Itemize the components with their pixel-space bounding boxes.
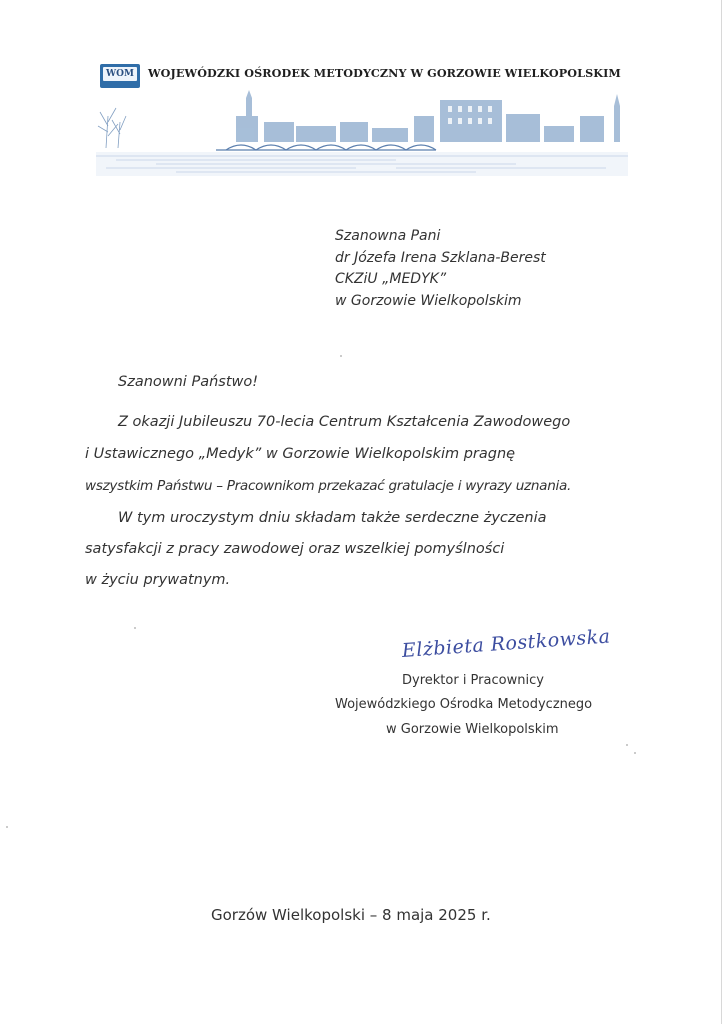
signatory-title-2: Wojewódzkiego Ośrodka Metodycznego <box>335 697 593 712</box>
recipient-address <box>335 226 546 312</box>
paragraph-2-line-2: satysfakcji z pracy zawodowej oraz wszelkiej pomyślności <box>85 541 505 557</box>
scan-edge <box>721 0 722 1024</box>
letterhead <box>96 58 628 178</box>
scan-speck <box>134 627 136 629</box>
recipient-line-2: dr Józefa Irena Szklana-Berest <box>335 249 546 266</box>
institution-name: WOJEWÓDZKI OŚRODEK METODYCZNY W GORZOWIE WIELKOPOLSKIM <box>148 66 621 80</box>
place-and-date: Gorzów Wielkopolski – 8 maja 2025 r. <box>211 906 491 924</box>
signatory-title-1: Dyrektor i Pracownicy <box>402 673 544 688</box>
wom-logo <box>100 64 140 88</box>
scan-speck <box>340 355 342 357</box>
paragraph-1-line-1: Z okazji Jubileuszu 70-lecia Centrum Kształcenia Zawodowego <box>118 414 571 430</box>
paragraph-1-line-2: i Ustawicznego „Medyk” w Gorzowie Wielkopolskim pragnę <box>85 446 516 462</box>
paragraph-2-line-3: w życiu prywatnym. <box>85 572 231 588</box>
paragraph-1-line-3: wszystkim Państwu – Pracownikom przekazać gratulacje i wyrazy uznania. <box>85 478 572 494</box>
salutation: Szanowni Państwo! <box>118 374 259 390</box>
paragraph-2-line-1: W tym uroczystym dniu składam także serdeczne życzenia <box>118 510 547 526</box>
handwritten-signature: Elżbieta Rostkowska <box>401 625 612 662</box>
scan-speck <box>626 744 628 746</box>
scan-speck <box>634 752 636 754</box>
signatory-title-3: w Gorzowie Wielkopolskim <box>386 722 559 737</box>
scan-speck <box>6 826 8 828</box>
recipient-line-3: CKZiU „MEDYK” <box>335 271 447 287</box>
recipient-line-4: w Gorzowie Wielkopolskim <box>335 292 522 309</box>
city-panorama-illustration <box>96 86 628 176</box>
logo-text: WOM <box>103 67 137 81</box>
recipient-line-1: Szanowna Pani <box>335 228 441 244</box>
